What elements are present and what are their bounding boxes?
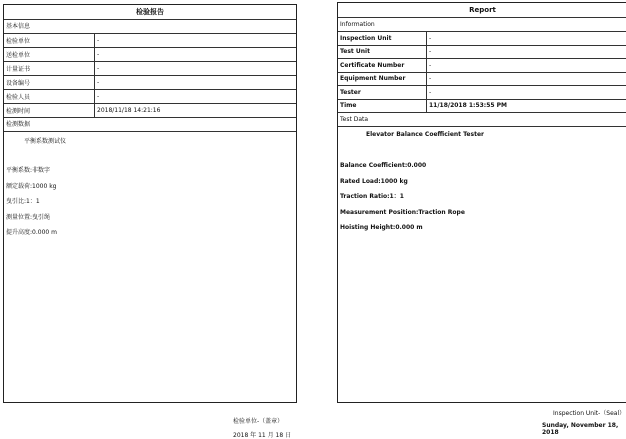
row-label: 检测时间: [4, 104, 95, 118]
param-measurement-position: 测量位置:曳引绳: [6, 210, 296, 226]
section-test-data: 检测数据: [4, 118, 296, 132]
device-name: 平衡系数测试仪: [4, 132, 296, 145]
table-row: [4, 90, 296, 104]
footer-unit-seal: 检验单位-（盖章）: [233, 416, 283, 425]
param-rated-load: 额定载荷:1000 kg: [6, 179, 296, 195]
footer-unit-seal: Inspection Unit-（Seal）: [553, 408, 625, 417]
row-value: -: [427, 45, 626, 59]
row-value: -: [95, 90, 297, 104]
row-label: 设备编号: [4, 76, 95, 90]
row-value: -: [95, 76, 297, 90]
row-value: -: [427, 72, 626, 86]
param-balance-coefficient: 平衡系数:非数字: [6, 163, 296, 179]
row-label: 检验人员: [4, 90, 95, 104]
report-page-english: [337, 2, 626, 403]
footer-date: Sunday, November 18, 2018: [542, 422, 626, 436]
param-measurement-position: Measurement Position:Traction Rope: [340, 205, 626, 221]
table-row: [338, 72, 626, 86]
row-label: Test Unit: [338, 45, 427, 59]
table-row: [4, 48, 296, 62]
param-list: [338, 158, 626, 236]
table-row: [338, 45, 626, 59]
table-row: [4, 76, 296, 90]
row-label: 计量证书: [4, 62, 95, 76]
section-test-data: Test Data: [338, 113, 626, 127]
row-value: -: [427, 32, 626, 45]
table-row: [338, 99, 626, 113]
report-title: 检验报告: [4, 5, 296, 20]
row-value: -: [95, 62, 297, 76]
table-row: [4, 62, 296, 76]
section-basic-info: Information: [338, 18, 626, 32]
row-value: -: [95, 48, 297, 62]
table-row: [4, 34, 296, 48]
param-rated-load: Rated Load:1000 kg: [340, 174, 626, 190]
row-value: 11/18/2018 1:53:55 PM: [427, 99, 626, 113]
footer-date: 2018 年 11 月 18 日: [233, 430, 291, 439]
param-balance-coefficient: Balance Coefficient:0.000: [340, 158, 626, 174]
row-value: -: [427, 86, 626, 100]
report-page-chinese: [3, 4, 297, 403]
row-label: Inspection Unit: [338, 32, 427, 45]
param-hoisting-height: Hoisting Height:0.000 m: [340, 220, 626, 236]
param-traction-ratio: Traction Ratio:1：1: [340, 189, 626, 205]
report-title: Report: [338, 3, 626, 18]
row-label: 送检单位: [4, 48, 95, 62]
table-row: [4, 104, 296, 118]
table-row: [338, 32, 626, 45]
row-label: Tester: [338, 86, 427, 100]
row-value: 2018/11/18 14:21:16: [95, 104, 297, 118]
device-name: Elevator Balance Coefficient Tester: [338, 127, 626, 138]
section-basic-info: 基本信息: [4, 20, 296, 34]
row-label: Time: [338, 99, 427, 113]
table-row: [338, 86, 626, 100]
table-row: [338, 59, 626, 73]
row-value: -: [427, 59, 626, 73]
row-label: Certificate Number: [338, 59, 427, 73]
info-table: [338, 32, 626, 113]
row-label: 检验单位: [4, 34, 95, 48]
param-hoisting-height: 提升高度:0.000 m: [6, 225, 296, 241]
param-list: [4, 163, 296, 241]
row-label: Equipment Number: [338, 72, 427, 86]
info-table: [4, 34, 296, 118]
row-value: -: [95, 34, 297, 48]
param-traction-ratio: 曳引比:1：1: [6, 194, 296, 210]
